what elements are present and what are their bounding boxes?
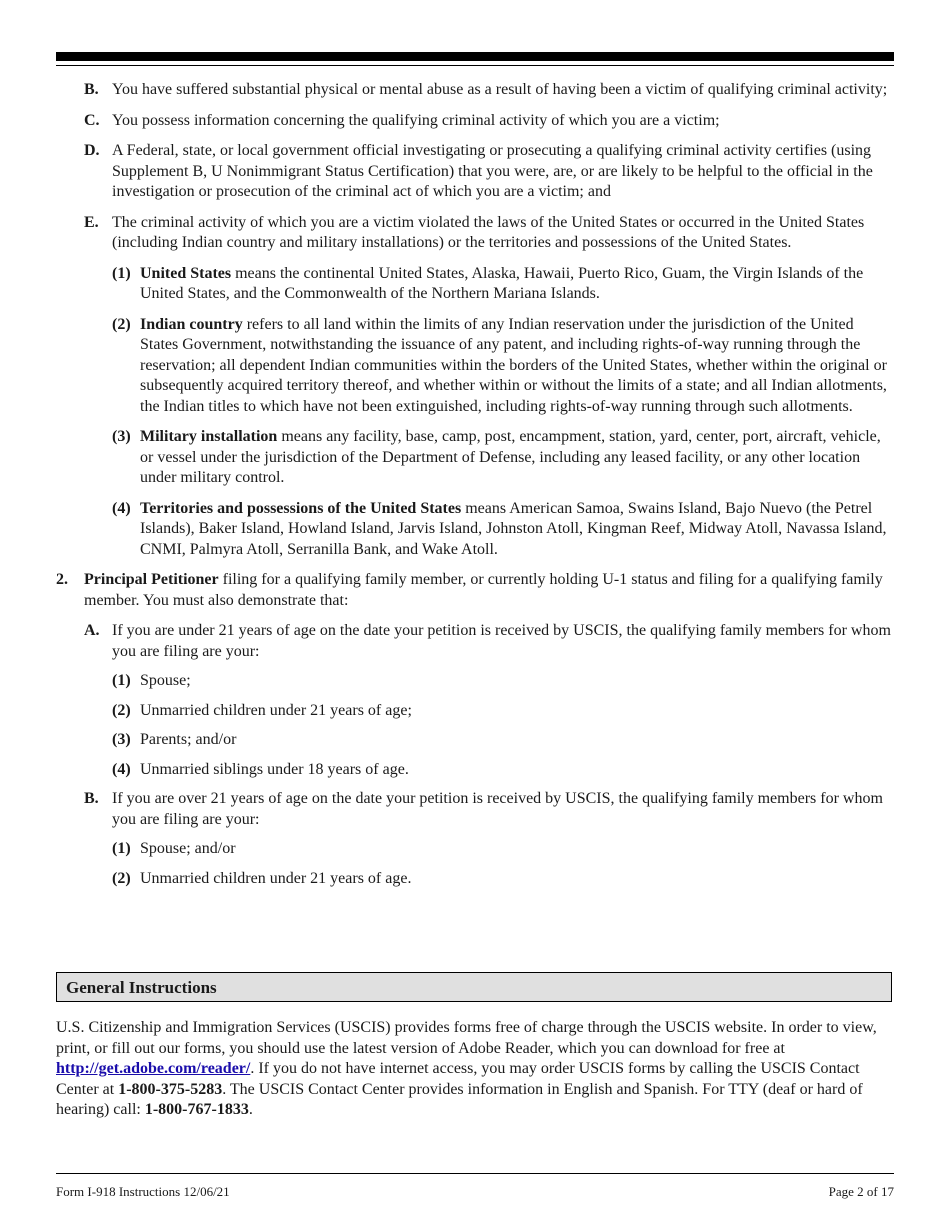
list-item-2a-4: (4) Unmarried siblings under 18 years of age. — [112, 760, 409, 778]
list-item-2a-1: (1) Spouse; — [112, 672, 191, 689]
header-rule-thick — [56, 52, 894, 61]
footer-form-id: Form I-918 Instructions 12/06/21 — [56, 1184, 230, 1199]
list-item-2b-1: (1) Spouse; and/or — [112, 840, 236, 857]
list-item-2a-3: (3) Parents; and/or — [112, 731, 237, 748]
list-item-b: B. You have suffered substantial physical or mental abuse as a result of having been a victim of qualifying criminal activity; — [84, 81, 888, 98]
definition-indian-country: (2) Indian country refers to all land within the limits of any Indian reservation under the jurisdiction of the United States Government, notwithstanding the issuance of any patent, and including rights-of-way running through the reservation; all dependent Indian communities within the borders of the United States, whether within the original or subsequently acquired territory thereof, and whether within or without the limits of a state; and all Indian allotments, the Indian titles to which have not been extinguished, including rights-of-way running through such allotments. — [112, 315, 887, 415]
definition-united-states: (1) United States means the continental United States, Alaska, Hawaii, Puerto Rico, Guam, the Virgin Islands of the United States, and the Commonwealth of the Northern Mariana Islands. — [112, 264, 864, 302]
general-instructions-paragraph: U.S. Citizenship and Immigration Services (USCIS) provides forms free of charge through the USCIS website. In order to view, print, or fill out our forms, you should use the latest version of Adobe Reader, which you can download for free at http://get.adobe.com/reader/. If you do not have internet access, you may order USCIS forms by calling the USCIS Contact Center at 1-800-375-5283. The USCIS Contact Center provides information in English and Spanish. For TTY (deaf or hard of hearing) call: 1-800-767-1833. — [56, 1019, 877, 1118]
tty-phone: 1-800-767-1833 — [144, 1101, 249, 1118]
list-item-2b-2: (2) Unmarried children under 21 years of age. — [112, 869, 412, 887]
footer-rule — [56, 1173, 894, 1174]
definition-territories: (4) Territories and possessions of the United States means American Samoa, Swains Island, Bajo Nuevo (the Petrel Islands), Baker Island, Howland Island, Jarvis Island, Johnston Atoll, Kingman Reef, Midway Atoll, Navassa Island, CNMI, Palmyra Atoll, Serranilla Bank, and Wake Atoll. — [112, 499, 887, 558]
list-item-2b: B. If you are over 21 years of age on the date your petition is received by USCIS, the qualifying family members for whom you are filing are your: — [84, 790, 883, 828]
list-item-2a-2: (2) Unmarried children under 21 years of age; — [112, 701, 412, 719]
section-header-general-instructions: General Instructions — [56, 972, 892, 1002]
definition-military-installation: (3) Military installation means any facility, base, camp, post, encampment, station, yard, center, port, aircraft, vehicle, or vessel under the jurisdiction of the Department of Defense, including any leased facility, or any other location under military control. — [112, 428, 881, 486]
list-item-e: E. The criminal activity of which you are a victim violated the laws of the United States or occurred in the United States (including Indian country and military installations) or the territories and possessions of the United States. — [84, 213, 865, 251]
list-item-2: 2. Principal Petitioner filing for a qualifying family member, or currently holding U-1 status and filing for a qualifying family member. You must also demonstrate that: — [56, 571, 883, 609]
list-item-2a: A. If you are under 21 years of age on the date your petition is received by USCIS, the qualifying family members for whom you are filing are your: — [84, 622, 891, 660]
footer-page-number: Page 2 of 17 — [828, 1184, 894, 1199]
contact-center-phone: 1-800-375-5283 — [118, 1080, 223, 1098]
instructions-body — [56, 80, 894, 889]
list-item-d: D. A Federal, state, or local government official investigating or prosecuting a qualifying criminal activity certifies (using Supplement B, U Nonimmigrant Status Certification) that you were, are, or are likely to be helpful to the official in the investigation or prosecution of the criminal act of which you are a victim; and — [84, 142, 873, 200]
adobe-reader-link[interactable]: http://get.adobe.com/reader/ — [56, 1060, 251, 1077]
header-rule-thin — [56, 65, 894, 66]
list-item-c: C. You possess information concerning the qualifying criminal activity of which you are a victim; — [84, 111, 720, 129]
